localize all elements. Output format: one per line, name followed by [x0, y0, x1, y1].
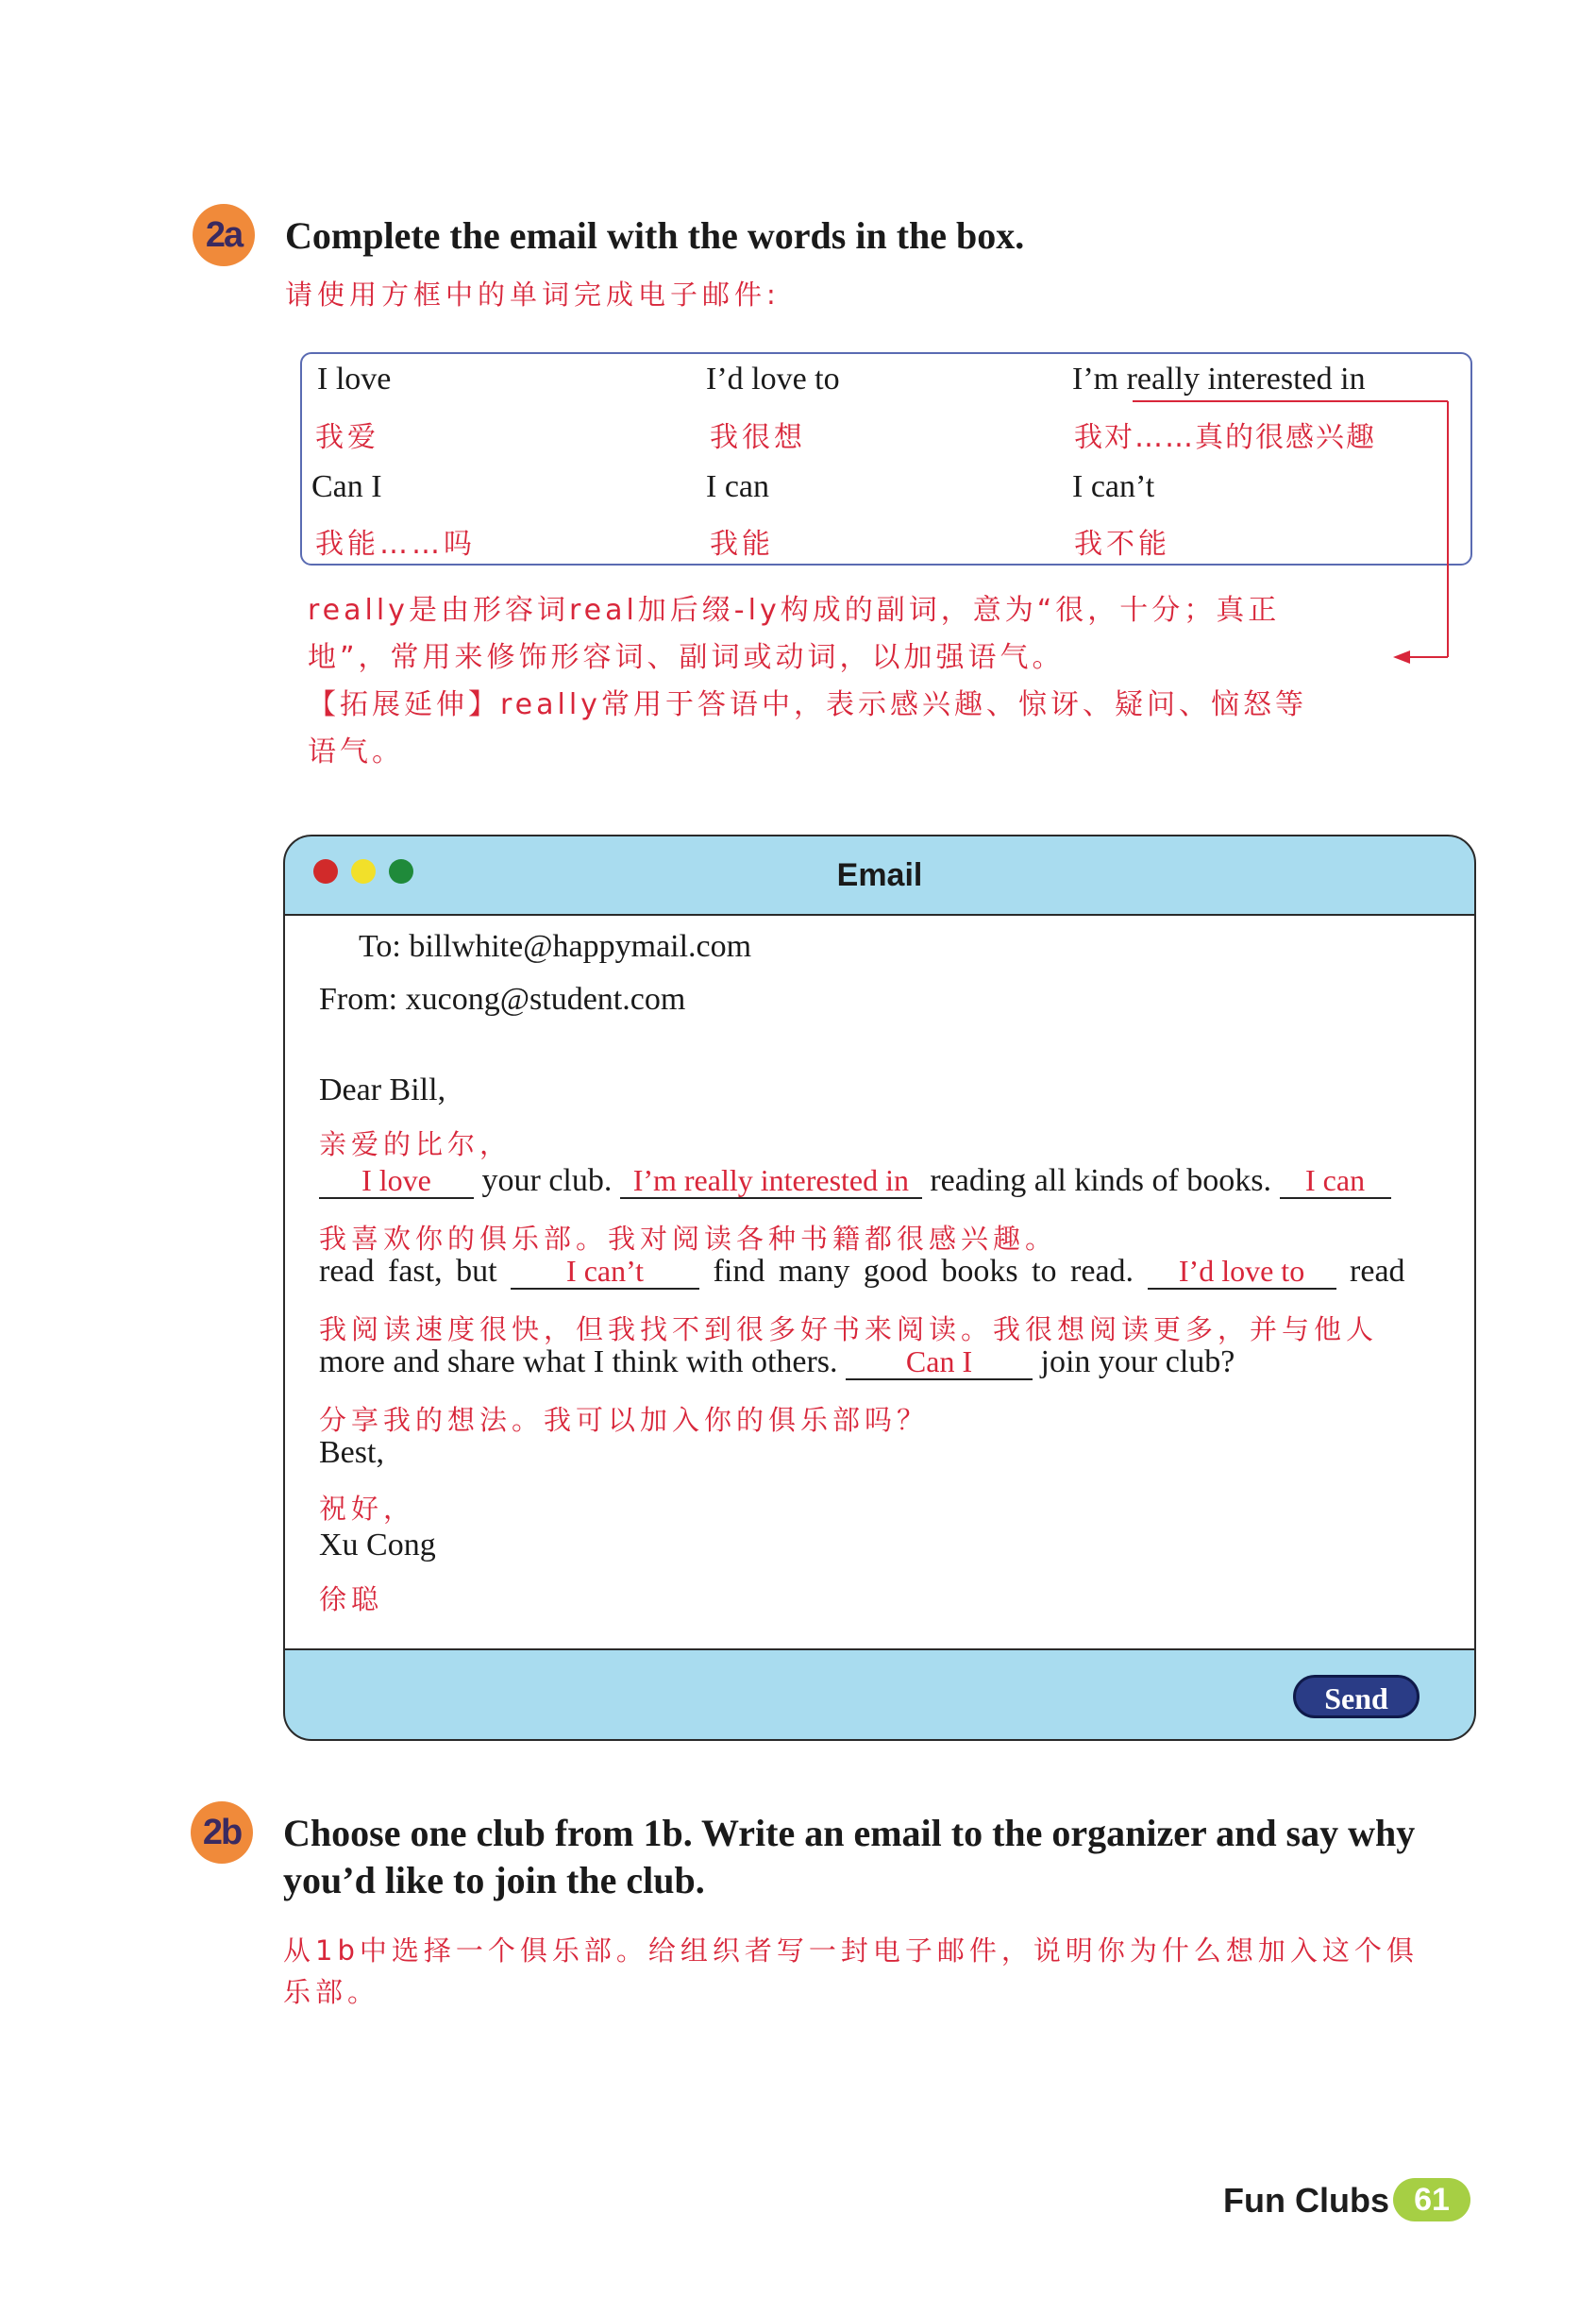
word-item-en: I can’t [1072, 469, 1155, 504]
email-sentence-line [319, 1254, 1405, 1290]
answer-blank[interactable]: I can [1280, 1163, 1391, 1199]
email-sentence-line [319, 1344, 1235, 1380]
email-translation: 分享我的想法。我可以加入你的俱乐部吗？ [319, 1404, 930, 1436]
email-from: From: xucong@student.com [319, 982, 686, 1017]
section-2a-badge: 2a [193, 204, 255, 266]
section-2b-title: you’d like to join the club. [283, 1859, 705, 1901]
email-signature: Xu Cong [319, 1528, 436, 1562]
word-item-cn: 我对……真的很感兴趣 [1074, 421, 1376, 454]
word-item-en: Can I [311, 469, 382, 504]
footer-unit-title: Fun Clubs [1223, 2181, 1389, 2220]
word-item-cn: 我很想 [710, 421, 806, 454]
email-text: reading all kinds of books. [930, 1163, 1272, 1198]
email-translation: 我阅读速度很快，但我找不到很多好书来阅读。我很想阅读更多，并与他人 [319, 1313, 1379, 1345]
email-text: your club. [481, 1163, 613, 1198]
send-button[interactable]: Send [1293, 1675, 1420, 1718]
email-window-title: Email [836, 857, 923, 893]
section-2b-title: Choose one club from 1b. Write an email to the organizer and say why [283, 1812, 1416, 1854]
word-item-en: I can [706, 469, 770, 504]
section-2b-subtitle: 乐部。 [283, 1976, 380, 2008]
email-text: read [1350, 1254, 1405, 1289]
section-2b-badge: 2b [191, 1801, 253, 1864]
answer-blank[interactable]: Can I [846, 1344, 1033, 1380]
word-item-en: I love [317, 362, 392, 397]
word-item-cn: 我爱 [315, 421, 379, 454]
email-sentence-line [319, 1163, 1391, 1199]
answer-blank[interactable]: I can’t [511, 1254, 699, 1290]
word-item-cn: 我能 [710, 528, 774, 561]
word-item-en: I’m really interested in [1072, 362, 1366, 397]
email-signature-cn: 徐聪 [319, 1583, 384, 1615]
email-closing: Best, [319, 1435, 384, 1470]
email-greeting-cn: 亲爱的比尔， [319, 1128, 512, 1160]
section-2b-subtitle: 从1b中选择一个俱乐部。给组织者写一封电子邮件，说明你为什么想加入这个俱 [283, 1934, 1419, 1967]
word-item-cn: 我不能 [1074, 528, 1170, 561]
email-greeting: Dear Bill, [319, 1073, 446, 1107]
email-text: read fast, but [319, 1254, 497, 1289]
email-text: find many good books to read. [713, 1254, 1134, 1289]
section-2a-subtitle: 请使用方框中的单词完成电子邮件: [285, 279, 781, 311]
email-text: more and share what I think with others. [319, 1344, 838, 1379]
annotation-note-line: 语气。 [308, 735, 404, 769]
annotation-note-line: 地”，常用来修饰形容词、副词或动词，以加强语气。 [308, 641, 1065, 674]
answer-blank[interactable]: I’d love to [1148, 1254, 1336, 1290]
word-item-en: I’d love to [706, 362, 840, 397]
page-number: 61 [1393, 2178, 1470, 2221]
word-item-cn: 我能……吗 [315, 528, 476, 561]
answer-blank[interactable]: I love [319, 1163, 474, 1199]
section-2a-title: Complete the email with the words in the box. [285, 214, 1025, 257]
answer-blank[interactable]: I’m really interested in [620, 1163, 922, 1199]
email-translation: 我喜欢你的俱乐部。我对阅读各种书籍都很感兴趣。 [319, 1223, 1058, 1255]
email-text: join your club? [1040, 1344, 1235, 1379]
email-to: To: billwhite@happymail.com [359, 929, 752, 964]
annotation-note-line: really是由形容词real加后缀-ly构成的副词，意为“很，十分；真正 [308, 594, 1281, 627]
annotation-note-line: 【拓展延伸】really常用于答语中，表示感兴趣、惊讶、疑问、恼怒等 [308, 688, 1307, 721]
email-closing-cn: 祝好， [319, 1493, 416, 1525]
